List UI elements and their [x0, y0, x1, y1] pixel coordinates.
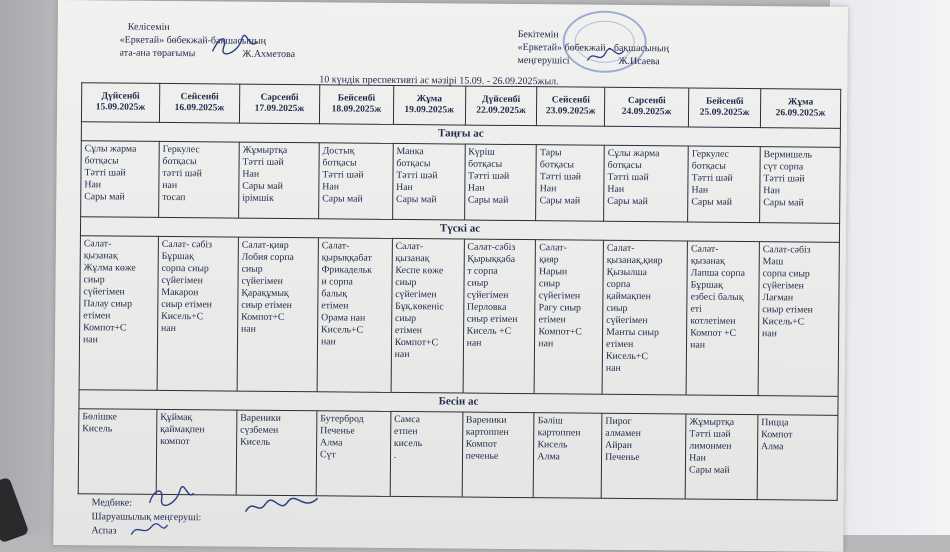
day-header: [239, 84, 319, 124]
approval-left: [119, 21, 295, 62]
menu-cell: Құймақ қаймақпен компот: [156, 410, 237, 496]
day-date: 23.09.2025ж: [540, 106, 601, 118]
cook-signature: [129, 521, 169, 541]
day-date: 24.09.2025ж: [608, 107, 685, 119]
menu-cell: Салат- қызанақ Кеспе көже сиыр сүйегімен Бұқ.көкеніс сиыр етімен Компот+С нан: [391, 239, 464, 393]
day-date: 15.09.2025ж: [85, 102, 156, 114]
approval-left-line3-row: [119, 47, 295, 62]
menu-cell: Жұмыртқа Тәтті шәй Нан Сары май ірімшік: [239, 142, 320, 219]
approval-left-name: Ж.Ахметова: [242, 49, 295, 60]
day-header: [537, 87, 605, 127]
section-title: Түскі ас: [80, 217, 839, 243]
menu-cell: Салат- қияр Нарын сиыр сүйегімен Рагу сиыр етімен Компот+С нан: [534, 240, 603, 394]
day-header: [393, 85, 465, 125]
day-header-row: [81, 83, 840, 129]
director-signature: [585, 47, 625, 67]
background-paper: [830, 0, 950, 535]
menu-table: [78, 82, 842, 501]
day-header: [689, 88, 761, 128]
day-name: Сәрсенбі: [243, 93, 316, 105]
day-date: 22.09.2025ж: [469, 106, 534, 118]
day-header: [319, 85, 393, 125]
day-name: Бейсенбі: [323, 93, 390, 105]
day-header: [760, 89, 840, 129]
approval-right-name: Ж.Исаева: [619, 56, 660, 67]
day-name: Жұма: [397, 94, 462, 106]
menu-title: 10 күндік преспективті ас мәзірі 15.09. - 26.09.2025жыл.: [319, 74, 558, 87]
manager-label: Шаруашылық меңгеруші:: [91, 511, 201, 523]
menu-cell: Самса етпен кисель .: [390, 412, 463, 497]
menu-cell: Тары ботқасы Тәтті шәй Нан Сары май: [536, 145, 604, 222]
menu-cell: Салат- қызанақ Лапша сорпа Бұршақ езбесі балық еті котлетімен Компот +С нан: [686, 241, 759, 395]
approval-left-line3: ата-ана төрағымы: [119, 48, 195, 60]
day-name: Жұма: [764, 97, 837, 109]
day-name: Дүйсенбі: [469, 95, 534, 107]
nurse-label: Медбике:: [92, 497, 133, 508]
day-date: 17.09.2025ж: [243, 104, 316, 116]
menu-cell: Салат- сәбіз Бұршақ сорпа сиыр сүйегімен Макарон сиыр етімен Кисель+С нан: [157, 237, 238, 391]
menu-cell: Пирог алмамен Айран Печенье: [601, 413, 686, 499]
approval-left-line2: «Еркетай» бөбекжай-бақшасының: [120, 34, 296, 49]
day-name: Сейсенбі: [540, 95, 601, 107]
section-title: Таңғы ас: [81, 122, 840, 148]
breakfast-row: [81, 141, 841, 224]
menu-cell: Вареники сүзбемен Кисель: [236, 410, 317, 496]
menu-cell: Пицца Компот Алма: [757, 415, 838, 501]
menu-cell: Сұлы жарма ботқасы Тәтті шәй Нан Сары май: [604, 145, 689, 222]
day-header: [159, 83, 239, 123]
day-name: Сәрсенбі: [608, 96, 685, 108]
parent-chair-signature: [209, 31, 259, 59]
day-name: Сейсенбі: [163, 92, 236, 104]
menu-cell: Күріш ботқасы Тәтті шәй Нан Сары май: [464, 144, 536, 221]
cook-label: Аспаз: [91, 525, 116, 536]
day-date: 26.09.2025ж: [764, 108, 837, 120]
menu-cell: Салат- қырыққабат Фрикадельк и сорпа балық етімен Орама нан Кисель+С нан: [317, 238, 392, 392]
menu-cell: Салат-сәбіз Қырыққаба т сорпа сиыр сүйегімен Перловка сиыр етімен Кисель +С нан: [463, 239, 536, 393]
menu-cell: Салат- қызанақ,қияр Қызылша сорпа қаймақпен сиыр сүйегімен Манты сиыр етімен Кисель+С нан: [602, 241, 687, 395]
menu-cell: Достық ботқасы Тәтті шәй Нан Сары май: [319, 143, 394, 220]
approval-right-line1: Бекітемін: [518, 28, 670, 42]
day-header: [604, 87, 688, 127]
day-header: [81, 83, 159, 123]
menu-cell: Сұлы жарма ботқасы Тәтті шәй Нан Сары май: [81, 141, 160, 218]
menu-cell: Вареники картоппен Компот печенье: [462, 412, 535, 497]
day-header: [465, 86, 537, 126]
menu-cell: Геркулес ботқасы Тәтті шәй Нан Сары май: [688, 146, 760, 223]
menu-cell: Геркулес ботқасы тәтті шәй нан тосап: [159, 141, 240, 218]
day-date: 18.09.2025ж: [323, 104, 390, 116]
menu-cell: Вермишель сүт сорпа Тәтті шәй Нан Сары май: [760, 147, 841, 224]
manager-signature: [241, 492, 321, 523]
nurse-signature: [146, 485, 196, 511]
day-name: Бейсенбі: [692, 97, 757, 109]
menu-cell: Бөлішке Кисель: [78, 409, 157, 495]
menu-cell: Бутерброд Печенье Алма Сүт: [316, 411, 391, 496]
menu-document: [53, 0, 848, 552]
menu-cell: Салат- қызанақ Жұлма көже сиыр сүйегімен Палау сиыр етімен Компот+С нан: [79, 236, 158, 390]
approval-left-line1: Келісемін: [120, 21, 296, 36]
approval-right-line3: меңгерушісі: [517, 55, 569, 66]
menu-cell: Бәліш картоппен Кисель Алма: [534, 413, 602, 498]
menu-cell: Салат-қияр Лобия сорпа сиыр сүйегімен Қарақұмық сиыр етімен Компот+С нан: [237, 238, 318, 392]
day-date: 25.09.2025ж: [692, 108, 757, 120]
section-title: Бесін ас: [79, 390, 838, 416]
menu-cell: Жұмыртқа Тәтті шәй лимонмен Нан Сары май: [685, 414, 758, 499]
day-date: 16.09.2025ж: [163, 103, 236, 115]
lunch-row: [79, 236, 839, 396]
menu-cell: Манка ботқасы Тәтті шәй Нан Сары май: [392, 143, 464, 220]
day-name: Дүйсенбі: [85, 91, 156, 103]
menu-cell: Салат-сәбіз Маш сорпа сиыр сүйегімен Лағман сиыр етімен Кисель+С нан: [758, 242, 839, 396]
day-date: 19.09.2025ж: [397, 105, 462, 117]
approval-right-line2: «Еркетай» бөбекжай - бақшасының: [518, 41, 670, 55]
